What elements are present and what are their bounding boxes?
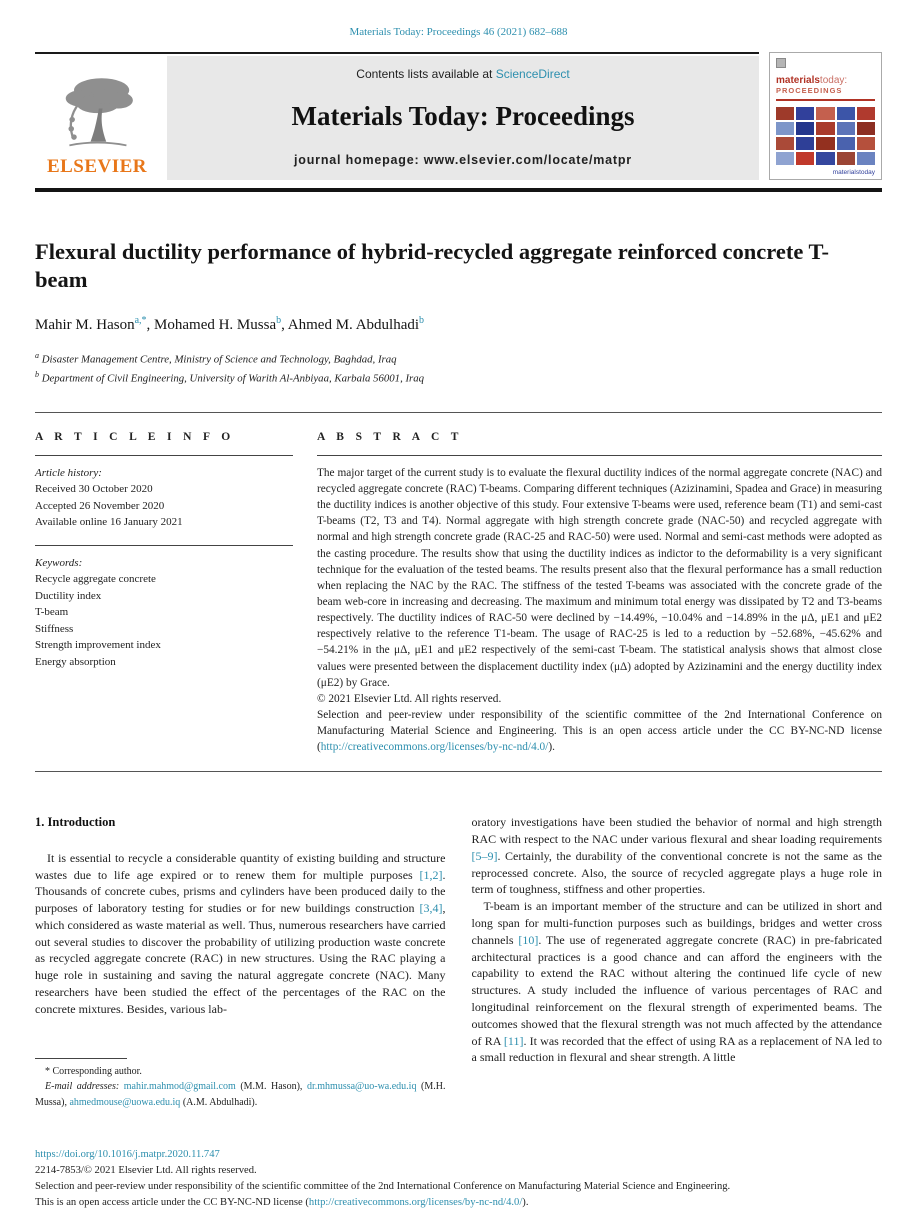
paragraph-text: . It was recorded that the effect of using RA as a replacement of NA led to a small reduction in flexural and shear strength. A little	[471, 1033, 882, 1065]
homepage-prefix: journal homepage:	[294, 152, 424, 167]
homepage-line	[175, 153, 751, 167]
article-info-column	[35, 413, 293, 755]
article-info-rule	[35, 455, 293, 456]
author	[35, 317, 154, 333]
affiliation: $^b$ Department of Civil Engineering, University of Warith Al-Anbiyaa, Karbala 56001, Iraq	[35, 369, 425, 385]
footer-selection-line: Selection and peer-review under responsibility of the scientific committee of the 2nd International Conference on Manufacturing Material Science and Engineering.	[35, 1181, 731, 1193]
author-name: Mahir M. Hason	[35, 317, 135, 334]
email-addresses-line	[35, 1079, 446, 1110]
intro-paragraph-2	[472, 814, 883, 898]
history-line: Accepted 26 November 2020	[35, 499, 165, 512]
paragraph-text: , which considered as waste material as well. Thus, numerous researchers have carried out several studies to discover the probability of utilizing production waste concrete as recycled aggregate concrete (RAC) in new structures. Using the RAC playing a huge role in sustaining and saving the natural aggregate concrete (NAC). Many researchers have been studied the effect of the percentages of the RAC on the concrete mixtures. Besides, various lab-	[35, 901, 446, 1016]
selection-text: Selection and peer-review under responsibility of the scientific committee of the 2nd International Conference on Manufacturing Material Science and Engineering. This is an open access article under the CC BY-NC-ND license (	[317, 708, 882, 754]
cover-tile	[857, 107, 875, 120]
elsevier-logo[interactable]	[35, 56, 167, 180]
email-link[interactable]: mahir.mahmod@gmail.com	[123, 1081, 236, 1093]
masthead-divider	[35, 188, 882, 192]
masthead	[35, 52, 882, 180]
abstract-copyright: © 2021 Elsevier Ltd. All rights reserved.	[317, 692, 502, 705]
cover-tile	[857, 122, 875, 135]
cover-tile	[816, 107, 834, 120]
journal-cover-thumbnail[interactable]	[769, 52, 882, 180]
keyword: Energy absorption	[35, 655, 116, 668]
keyword: Recycle aggregate concrete	[35, 573, 156, 586]
author-separator: ,	[146, 317, 155, 334]
cover-rule	[776, 99, 875, 101]
intro-paragraph-3	[472, 898, 883, 1066]
keywords-label: Keywords:	[35, 556, 83, 569]
author-name: Ahmed M. Abdulhadi	[287, 317, 420, 334]
citation-ref[interactable]: [11]	[503, 1033, 524, 1048]
cover-tile	[776, 122, 794, 135]
email-link[interactable]: ahmedmouse@uowa.edu.iq	[69, 1096, 181, 1108]
citation-ref[interactable]: [5–9]	[471, 848, 498, 863]
cover-tile	[776, 137, 794, 150]
keyword: Stiffness	[35, 622, 74, 635]
email-owner: (M.H. Mussa),	[35, 1081, 446, 1108]
cover-footer-text: materialstoday	[832, 168, 875, 176]
abstract-text: The major target of the current study is to evaluate the flexural ductility indices of the normal aggregate concrete (NAC) and recycled aggregate concrete (RAC) T-beams. Comparing different techniques (Azizinamini, Spadea and Grace) in measuring the ductility indices is another objective of this study. Four extensive T-beams were used, reference beam (T1) and semi-cast T-beams (T2, T3 and T4). Normal aggregate with high strength concrete grade (NAC-50) and recycled aggregate with normal and high strength concrete grade (RAC-25 and RAC-50) were used. Normal and semi-cast methods were adopted as the casting procedure. The results show that using the ductility indices as indictor to the deformability is a very significant technique for the evaluation of the tested beams. The results present also that the flexural performance has a small reduction when replacing the NAC by the RAC. The stiffness of the tested T-beams was associated with the concrete grade of the beam web-core in increasing and decreasing. The maximum and minimum total energy was dissipated by T2 and T3-beams respectively. The ductility indices of RAC-50 were declined by −14.49%, −10.04% and −14.89% in the μΔ, μE1 and μE2 respectively relative to the reference T1-beam. The usage of RAC-25 is led to a reduction by −52.68%, −45.62% and −54.21% in the μΔ, μE1 and μE2 respectively of the semi-cast T-beam. The statistical analysis shows that almost close values were presented between the displacement ductility index (μΔ) adopted by Azizinamini and the energy ductility index (μE2) by Grace.	[317, 466, 882, 689]
article-history-block	[35, 465, 293, 531]
page-footer	[35, 1147, 882, 1211]
cover-tile	[796, 152, 814, 165]
body-columns	[35, 814, 882, 1110]
info-abstract-section	[35, 413, 882, 772]
author	[288, 317, 424, 333]
cover-mosaic	[776, 107, 875, 165]
cover-tile	[796, 122, 814, 135]
paragraph-text: T-beam is an important member of the structure and can be utilized in short and long span for multi-function purposes such as buildings, bridges and wetter cross channels	[471, 899, 882, 947]
sciencedirect-link[interactable]: ScienceDirect	[495, 67, 570, 81]
citation-ref[interactable]: [1,2]	[419, 867, 443, 882]
cover-tile	[796, 107, 814, 120]
cover-tile	[837, 137, 855, 150]
keyword: Strength improvement index	[35, 639, 161, 652]
intro-paragraph-1	[35, 850, 446, 1018]
homepage-url-link[interactable]: www.elsevier.com/locate/matpr	[423, 152, 632, 167]
citation-ref[interactable]: [3,4]	[419, 901, 443, 916]
keywords-block	[35, 545, 293, 671]
license-suffix: ).	[522, 1197, 529, 1209]
email-owner: (A.M. Abdulhadi).	[180, 1096, 258, 1108]
license-url-link[interactable]: http://creativecommons.org/licenses/by-nc-nd/4.0/	[320, 741, 549, 754]
article-title: Flexural ductility performance of hybrid-recycled aggregate reinforced concrete T-beam	[35, 238, 829, 293]
license-prefix: This is an open access article under the CC BY-NC-ND license (	[35, 1197, 309, 1209]
affiliation-list	[35, 350, 882, 388]
cover-tile	[816, 152, 834, 165]
corresponding-author-note: * Corresponding author.	[45, 1065, 142, 1077]
cover-mini-logo-icon	[776, 58, 786, 68]
paragraph-text: It is essential to recycle a considerable quantity of existing building and structure wastes due to life age expired or to renew them for multiple purposes	[35, 850, 446, 882]
cover-tile	[796, 137, 814, 150]
cover-tile	[837, 107, 855, 120]
issn-copyright-line: 2214-7853/© 2021 Elsevier Ltd. All rights reserved.	[35, 1165, 257, 1177]
abstract-selection-note	[317, 707, 882, 755]
email-link[interactable]: dr.mhmussa@uo-wa.edu.iq	[306, 1081, 417, 1093]
keyword: Ductility index	[35, 589, 102, 602]
footnote-block	[35, 1058, 446, 1111]
cover-tile	[816, 137, 834, 150]
body-column-right	[472, 814, 883, 1110]
footnote-rule	[35, 1058, 127, 1059]
history-line: Received 30 October 2020	[35, 483, 153, 496]
cover-tile	[837, 122, 855, 135]
journal-banner	[167, 56, 759, 180]
author	[154, 317, 288, 333]
history-line: Available online 16 January 2021	[35, 516, 183, 529]
cover-tile	[776, 107, 794, 120]
selection-suffix: ).	[548, 741, 555, 754]
cover-tile	[816, 122, 834, 135]
footer-license-line	[35, 1195, 882, 1211]
keyword: T-beam	[35, 606, 69, 619]
author-list	[35, 315, 882, 334]
license-url-link[interactable]: http://creativecommons.org/licenses/by-nc-nd/4.0/	[308, 1197, 523, 1209]
paragraph-text: oratory investigations have been studied the behavior of normal and high strength RAC with respect to the NAC under various flexural and shear loading requirements	[471, 815, 882, 846]
cover-tile	[837, 152, 855, 165]
section-heading-introduction: 1. Introduction	[35, 815, 116, 830]
author-affil-mark[interactable]: a,*	[134, 315, 147, 327]
contents-prefix: Contents lists available at	[356, 67, 496, 81]
contents-line	[175, 67, 751, 81]
masthead-left	[35, 52, 759, 180]
author-affil-mark[interactable]: b	[419, 315, 425, 327]
email-label: E-mail addresses:	[45, 1081, 124, 1093]
body-column-left	[35, 814, 446, 1110]
citation-ref[interactable]: [10]	[518, 932, 539, 947]
abstract-column	[317, 413, 882, 755]
paragraph-text: . Thousands of concrete cubes, prisms and cylinders have been produced daily to the purposes of laboratory testing for studies or for new buildings construction	[35, 867, 446, 916]
cover-tile	[857, 152, 875, 165]
affiliation: $^a$ Disaster Management Centre, Ministry of Science and Technology, Baghdad, Iraq	[35, 351, 397, 366]
cover-subtitle: PROCEEDINGS	[776, 86, 843, 95]
author-separator: ,	[281, 317, 288, 334]
cover-tile	[776, 152, 794, 165]
doi-link[interactable]: https://doi.org/10.1016/j.matpr.2020.11.747	[35, 1149, 220, 1161]
journal-title: Materials Today: Proceedings	[291, 101, 635, 132]
abstract-rule	[317, 455, 882, 456]
author-affil-mark[interactable]: b	[276, 315, 282, 327]
email-owner: (M.M. Hason),	[235, 1081, 307, 1093]
author-name: Mohamed H. Mussa	[154, 317, 277, 334]
article-info-heading: A R T I C L E I N F O	[35, 430, 235, 443]
history-label: Article history:	[35, 466, 102, 479]
cover-title: materialstoday:	[776, 75, 848, 86]
abstract-heading: A B S T R A C T	[317, 430, 463, 443]
paragraph-text: . The use of regenerated aggregate concrete (RAC) in pre-fabricated architectural practices is a good chance and can afford the engineers with the capability to extend the RAC without altering the continued life cycle of new structures. A study included the influence of various percentages of RAC and longitudinal reinforcement on the flexural strength of experimented beams. The outcomes showed that the flexural strength was not much affected by the attendance of RA	[471, 932, 882, 1048]
page-citation: Materials Today: Proceedings 46 (2021) 682–688	[349, 26, 568, 38]
paragraph-text: . Certainly, the durability of the conventional concrete is not the same as the reprocessed concrete. Also, the source of recycled aggregate plays a huge role in term of toughness, stiffness and other properties.	[471, 848, 882, 897]
elsevier-wordmark: ELSEVIER	[46, 155, 148, 177]
cover-tile	[857, 137, 875, 150]
elsevier-tree-icon	[51, 72, 143, 158]
